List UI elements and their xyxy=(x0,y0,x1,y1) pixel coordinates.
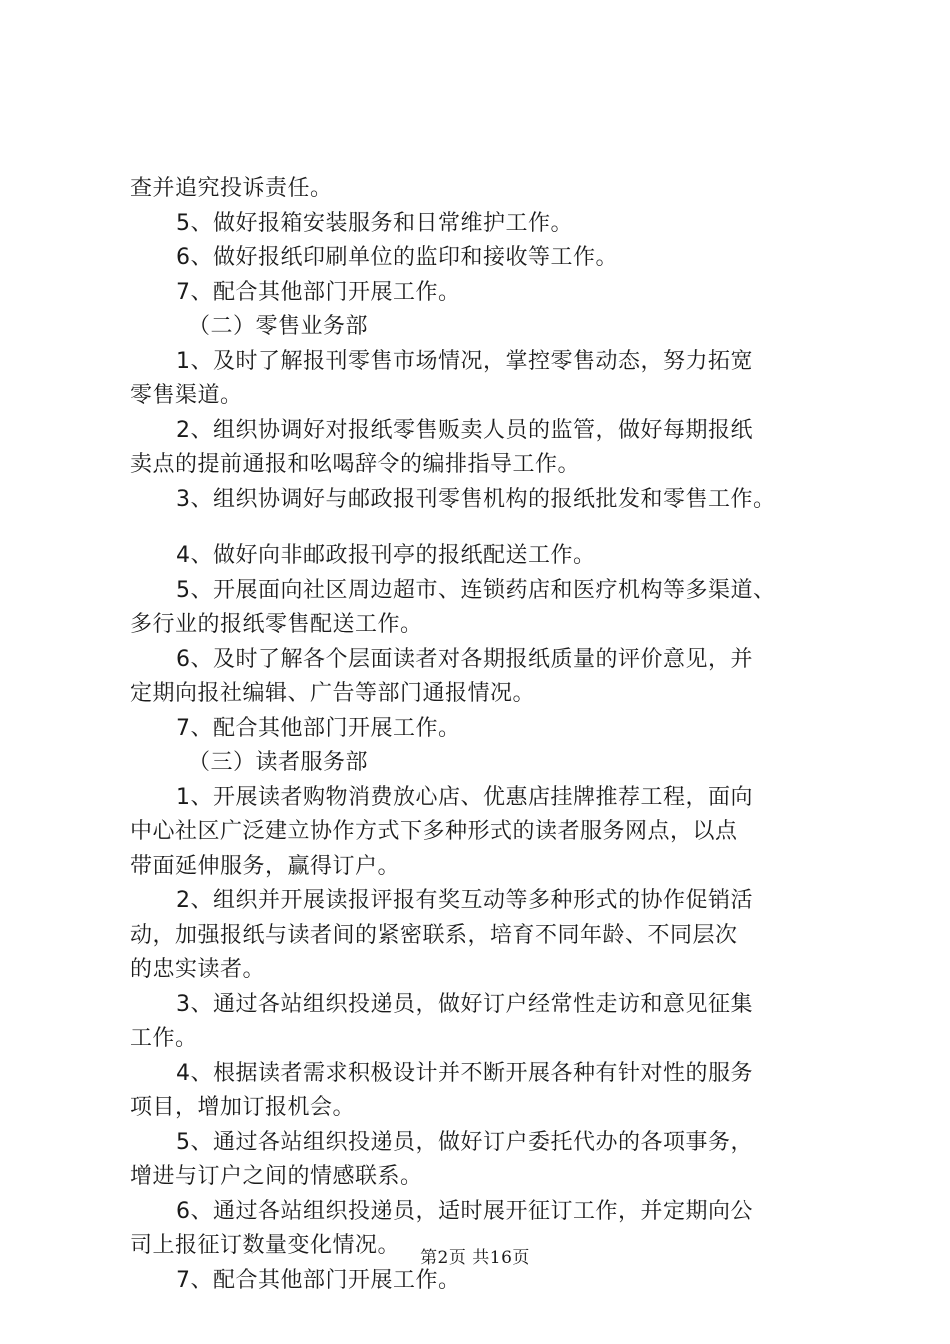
paragraph-line: 1、及时了解报刊零售市场情况，掌控零售动态，努力拓宽 xyxy=(176,348,753,374)
paragraph-line: 7、配合其他部门开展工作。 xyxy=(176,279,461,305)
paragraph-line: 5、通过各站组织投递员，做好订户委托代办的各项事务， xyxy=(176,1129,753,1155)
paragraph-line: 6、做好报纸印刷单位的监印和接收等工作。 xyxy=(176,245,618,270)
paragraph-line: 带面延伸服务，赢得订户。 xyxy=(130,853,401,879)
paragraph-line: 2、组织并开展读报评报有奖互动等多种形式的协作促销活 xyxy=(176,888,753,913)
paragraph-line: 项目，增加订报机会。 xyxy=(130,1095,356,1120)
paragraph-line: 司上报征订数量变化情况。 xyxy=(130,1233,401,1258)
paragraph-line: 3、组织协调好与邮政报刊零售机构的报纸批发和零售工作。 xyxy=(176,486,776,512)
paragraph-line: 6、通过各站组织投递员，适时展开征订工作，并定期向公 xyxy=(176,1198,753,1224)
paragraph-line: 查并追究投诉责任。 xyxy=(130,176,333,201)
paragraph-line: 定期向报社编辑、广告等部门通报情况。 xyxy=(130,681,536,706)
section-heading: （三）读者服务部 xyxy=(188,750,369,775)
paragraph-line: 7、配合其他部门开展工作。 xyxy=(176,1267,461,1293)
document-body xyxy=(130,172,850,1298)
paragraph-line: 零售渠道。 xyxy=(130,383,243,408)
paragraph-line: 中心社区广泛建立协作方式下多种形式的读者服务网点，以点 xyxy=(130,819,738,844)
paragraph-line: 3、通过各站组织投递员，做好订户经常性走访和意见征集 xyxy=(176,991,753,1017)
page-number-footer: 第2页 共16页 xyxy=(420,1248,530,1268)
paragraph-line: 的忠实读者。 xyxy=(130,957,266,982)
blank-line xyxy=(130,517,850,539)
paragraph-line: 卖点的提前通报和吆喝辞令的编排指导工作。 xyxy=(130,452,581,477)
section-heading: （二）零售业务部 xyxy=(188,314,369,339)
paragraph-line: 7、配合其他部门开展工作。 xyxy=(176,715,461,741)
paragraph-line: 4、做好向非邮政报刊亭的报纸配送工作。 xyxy=(176,543,596,568)
paragraph-line: 多行业的报纸零售配送工作。 xyxy=(130,612,423,637)
paragraph-line: 增进与订户之间的情感联系。 xyxy=(130,1164,423,1189)
paragraph-line: 动，加强报纸与读者间的紧密联系，培育不同年龄、不同层次 xyxy=(130,922,738,948)
paragraph-line: 6、及时了解各个层面读者对各期报纸质量的评价意见，并 xyxy=(176,646,753,672)
paragraph-line: 5、开展面向社区周边超市、连锁药店和医疗机构等多渠道、 xyxy=(176,577,776,603)
paragraph-line: 2、组织协调好对报纸零售贩卖人员的监管，做好每期报纸 xyxy=(176,417,753,443)
paragraph-line: 1、开展读者购物消费放心店、优惠店挂牌推荐工程，面向 xyxy=(176,784,753,810)
paragraph-line: 工作。 xyxy=(130,1026,198,1051)
paragraph-line: 4、根据读者需求积极设计并不断开展各种有针对性的服务 xyxy=(176,1060,753,1086)
paragraph-line: 5、做好报箱安装服务和日常维护工作。 xyxy=(176,210,573,236)
